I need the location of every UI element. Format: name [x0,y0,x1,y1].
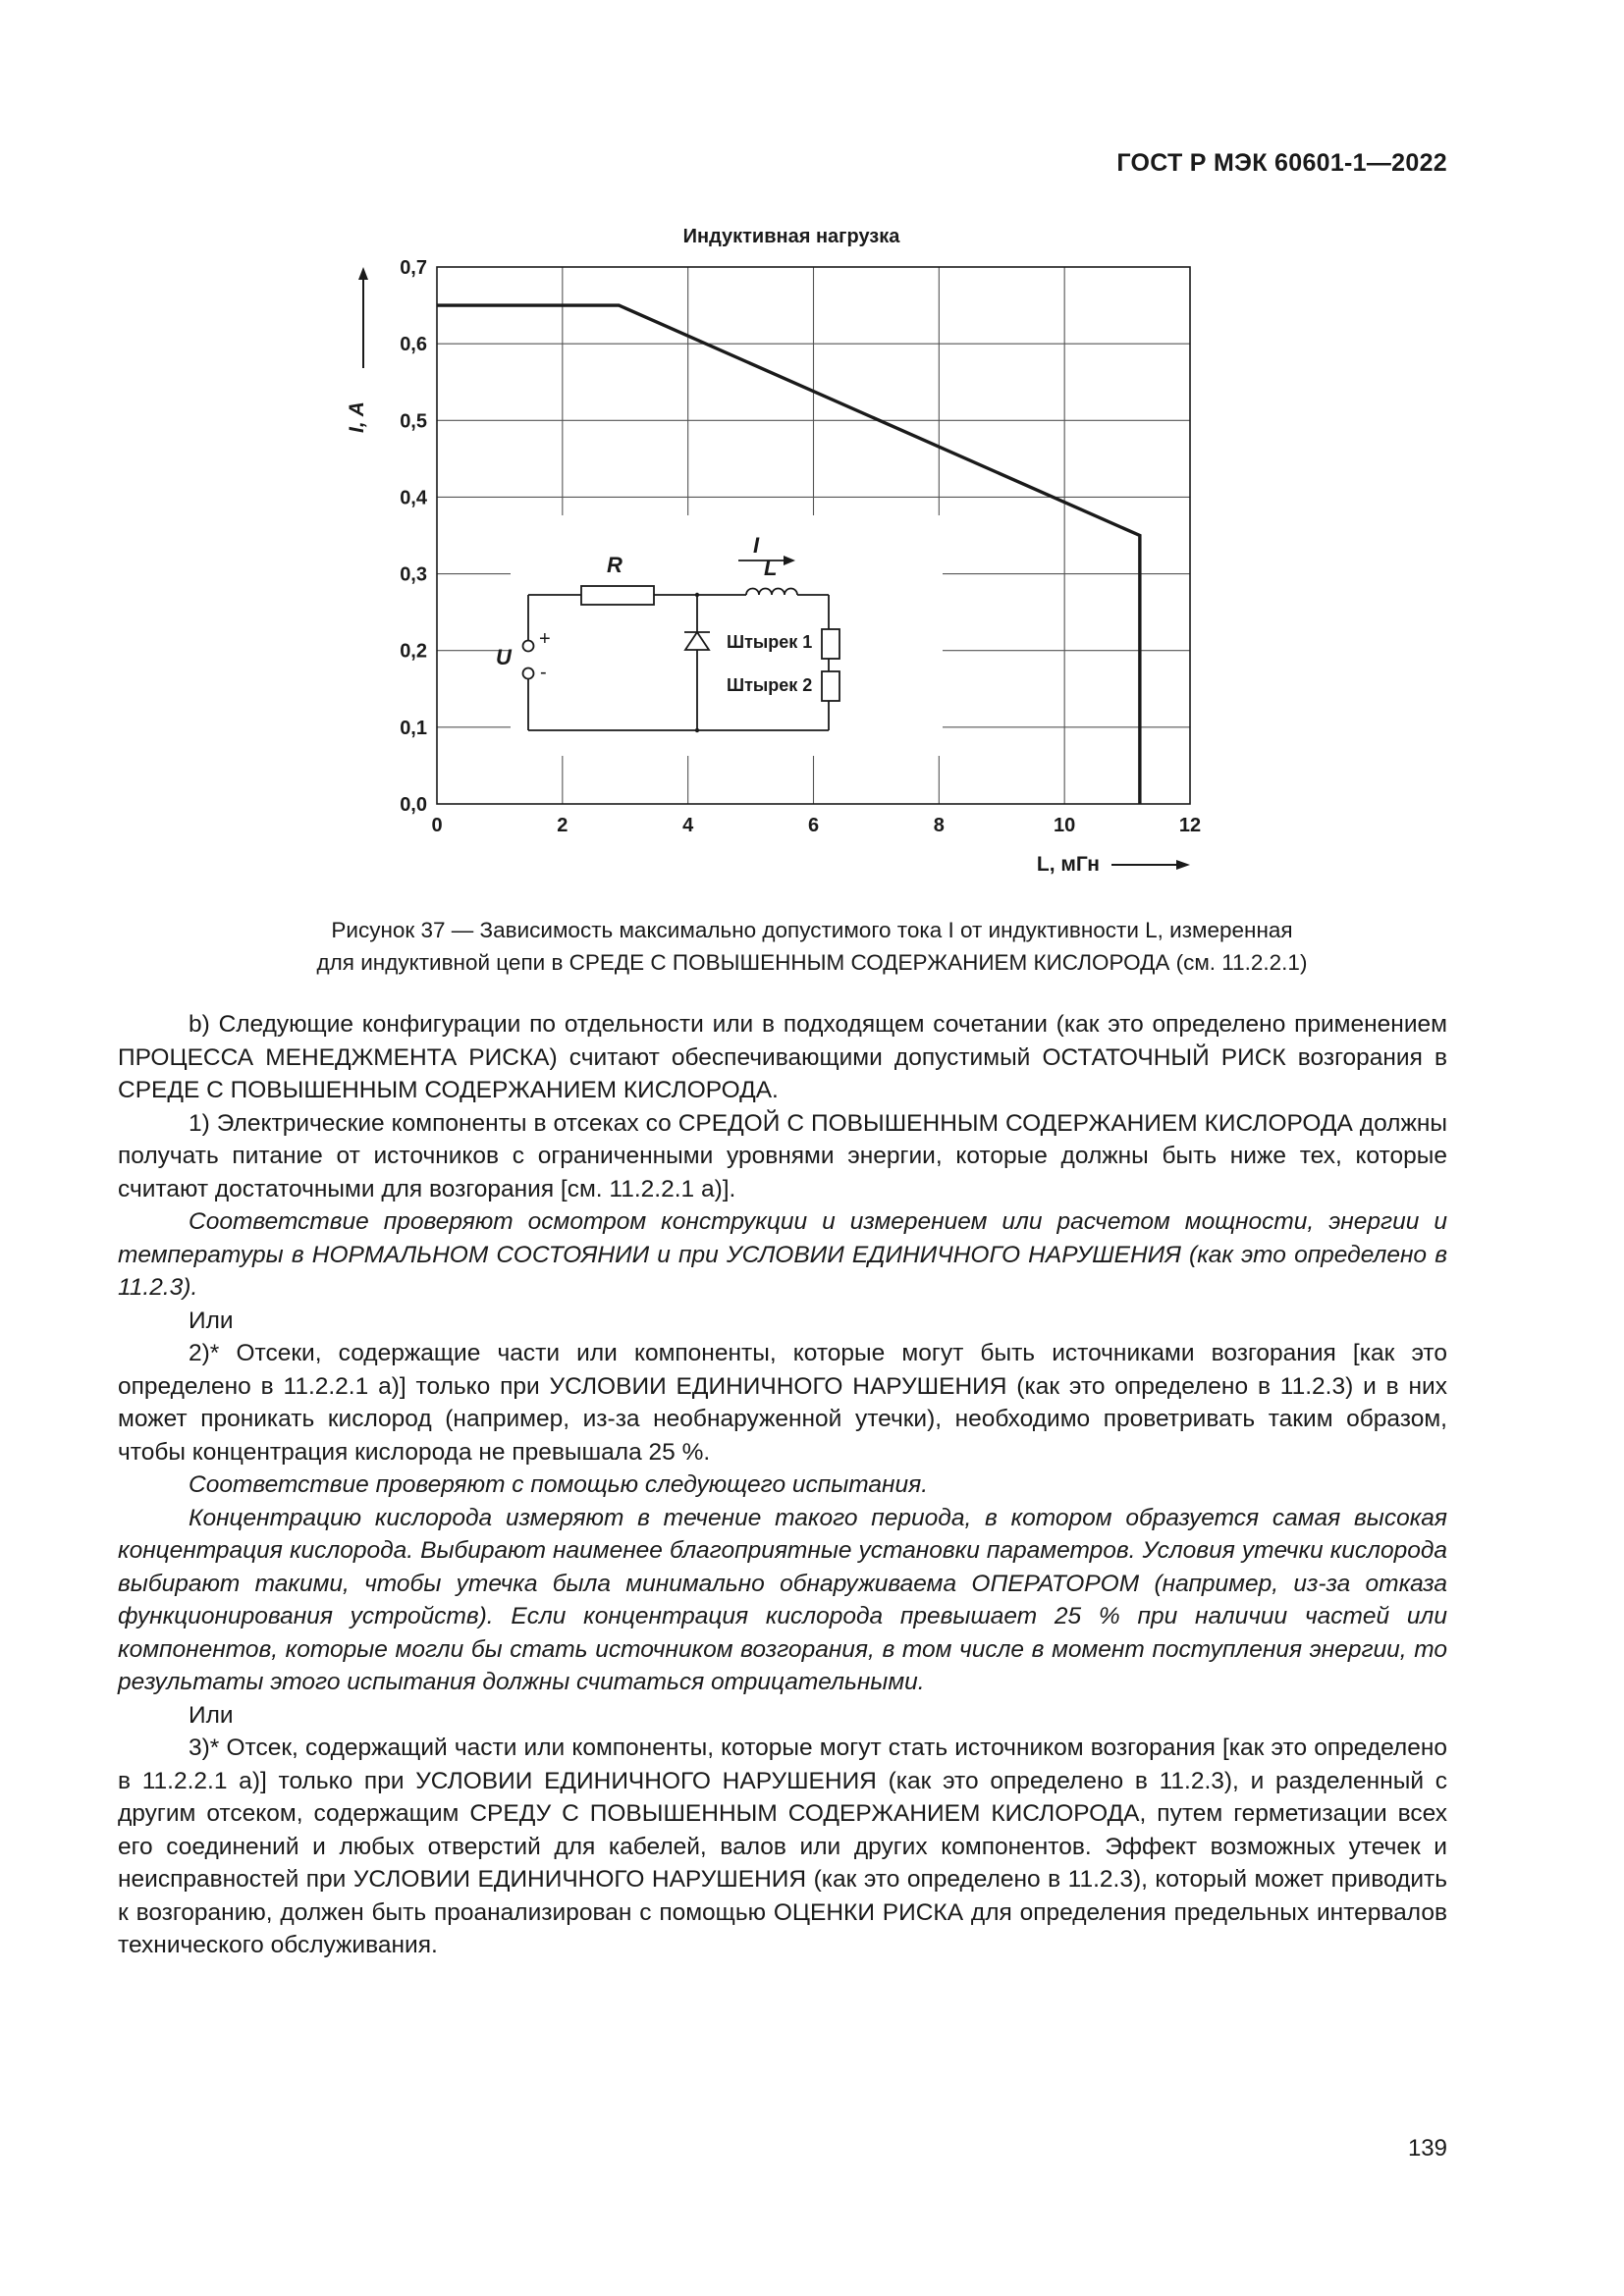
y-tick-label: 0,6 [400,334,427,356]
circuit-diagram [496,515,943,756]
x-axis-arrowhead [1176,860,1190,870]
or-1: Или [189,1307,234,1334]
figure-caption [118,914,1506,979]
compliance-2: Соответствие проверяют с помощью следующего испытания. [189,1471,929,1498]
paragraph-3: 3)* Отсек, содержащий части или компоненты, которые могут стать источником возгорания [как это определено в 11.2.2.1 а)] только при УСЛОВИИ ЕДИНИЧНОГО НАРУШЕНИЯ (как это определено в 11.2.3), и разделенный с другим отсеком, содержащим СРЕДУ С ПОВЫШЕННЫМ СОДЕРЖАНИЕМ КИСЛОРОДА, путем герметизации всех его соединений и любых отверстий для кабелей, валов или других компонентов. Эффект возможных утечек и неисправностей при УСЛОВИИ ЕДИНИЧНОГО НАРУШЕНИЯ (как это определено в 11.2.3), который может приводить к возгоранию, должен быть проанализирован с помощью ОЦЕНКИ РИСКА для определения предельных интервалов технического обслуживания. [118,1735,1447,1958]
paragraph-b: b) Следующие конфигурации по отдельности или в подходящем сочетании (как это определено применением ПРОЦЕССА МЕНЕДЖМЕНТА РИСКА) считают обеспечивающими допустимый ОСТАТОЧНЫЙ РИСК возгорания в СРЕДЕ С ПОВЫШЕННЫМ СОДЕРЖАНИЕМ КИСЛОРОДА. [118,1011,1447,1103]
y-tick-label: 0,3 [400,563,427,586]
inductive-load-chart [334,221,1218,898]
paragraph-1: 1) Электрические компоненты в отсеках со СРЕДОЙ С ПОВЫШЕННЫМ СОДЕРЖАНИЕМ КИСЛОРОДА должны получать питание от источников с ограниченными уровнями энергии, которые должны быть ниже тех, которые считают достаточными для возгорания [см. 11.2.2.1 а)]. [118,1109,1447,1202]
chart-title: Индуктивная нагрузка [682,226,900,247]
y-axis-label: I, A [346,401,368,433]
y-tick-label: 0,7 [400,257,427,279]
page-number: 139 [1407,2135,1447,2162]
pin2-symbol [822,671,839,701]
junction-top [695,593,699,597]
or-2: Или [189,1701,234,1729]
document-code: ГОСТ Р МЭК 60601-1—2022 [1116,149,1447,177]
resistor-label: R [607,553,623,577]
terminal-minus [523,668,534,679]
caption-line-1: Рисунок 37 — Зависимость максимально допустимого тока I от индуктивности L, измеренная [331,918,1293,942]
plus-sign: + [539,628,551,650]
current-label: I [753,533,760,558]
terminal-plus [523,641,534,652]
y-axis-label-group [346,267,368,433]
junction-bottom [695,728,699,732]
y-tick-label: 0,5 [400,410,427,433]
x-tick-label: 10 [1054,815,1076,836]
resistor-symbol [581,586,654,605]
y-tick-label: 0,0 [400,794,427,816]
compliance-1: Соответствие проверяют осмотром конструкции и измерением или расчетом мощности, энергии и температуры в НОРМАЛЬНОМ СОСТОЯНИИ и при УСЛОВИИ ЕДИНИЧНОГО НАРУШЕНИЯ (как это определено в 11.2.3). [118,1208,1447,1301]
paragraph-2: 2)* Отсеки, содержащие части или компоненты, которые могут быть источниками возгорания [как это определено в 11.2.2.1 а)] только при УСЛОВИИ ЕДИНИЧНОГО НАРУШЕНИЯ (как это определено в 11.2.3) и в них может проникать кислород (например, из-за необнаруженной утечки), необходимо проветривать таким образом, чтобы концентрация кислорода не превышала 25 %. [118,1340,1447,1466]
caption-line-2: для индуктивной цепи в СРЕДЕ С ПОВЫШЕННЫМ СОДЕРЖАНИЕМ КИСЛОРОДА (см. 11.2.2.1) [316,950,1308,975]
x-tick-label: 8 [933,815,945,836]
x-tick-label: 4 [682,815,694,836]
y-tick-label: 0,1 [400,717,427,739]
x-axis-label-group [1037,853,1190,876]
x-axis-label: L, мГн [1036,853,1100,876]
pin1-symbol [822,629,839,659]
voltage-label: U [496,645,512,669]
test-description: Концентрацию кислорода измеряют в течение такого периода, в котором образуется самая высокая концентрация кислорода. Выбирают наименее благоприятные установки параметров. Условия утечки кислорода выбирают такими, чтобы утечка была минимально обнаруживаема ОПЕРАТОРОМ (например, из-за отказа функционирования устройств). Если концентрация кислорода превышает 25 % при наличии частей или компонентов, которые могли бы стать источником возгорания, в том числе в момент поступления энергии, то результаты этого испытания должны считаться отрицательными. [118,1504,1447,1695]
minus-sign: - [540,662,547,683]
x-tick-label: 6 [807,815,820,836]
body-text [118,1008,1447,1962]
pin1-label: Штырек 1 [727,632,813,652]
x-tick-label: 0 [431,815,443,836]
inductor-label: L [764,556,778,580]
x-tick-label: 2 [557,815,568,836]
pin2-label: Штырек 2 [727,675,813,695]
y-tick-label: 0,2 [400,640,427,663]
y-tick-label: 0,4 [400,487,427,509]
y-axis-arrowhead [358,267,368,280]
x-tick-label: 12 [1178,815,1202,836]
